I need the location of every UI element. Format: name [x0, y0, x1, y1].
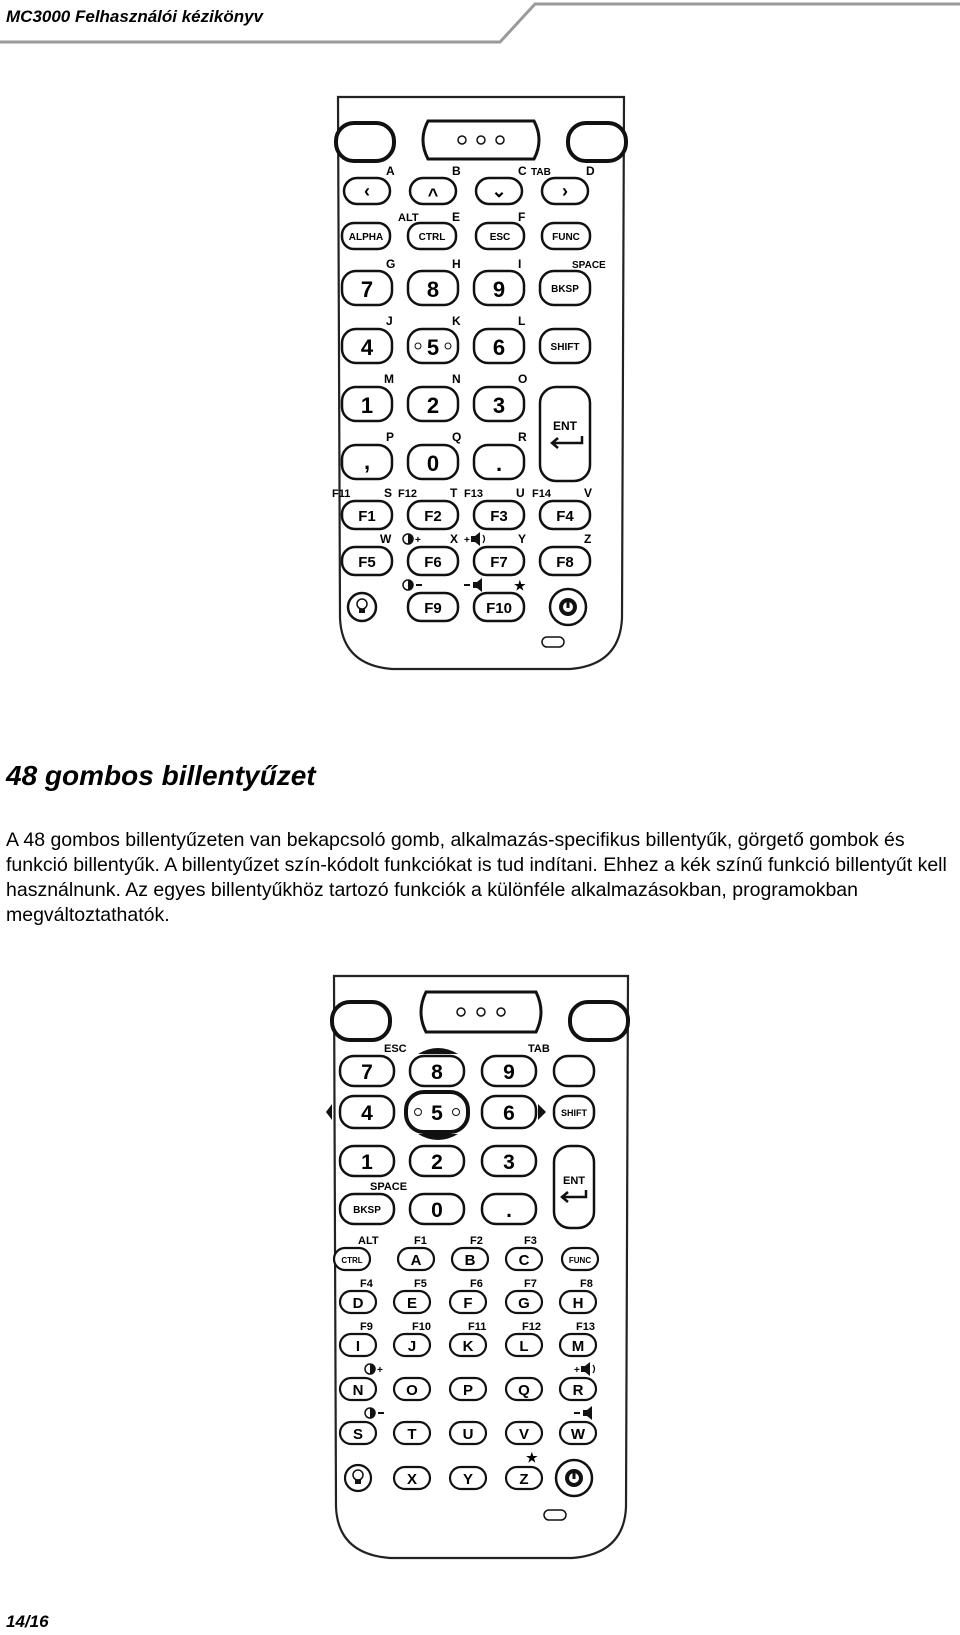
svg-text:^: ^ [427, 185, 439, 205]
page-header [0, 0, 960, 48]
key-period[interactable] [474, 445, 524, 479]
svg-text:Z: Z [519, 1471, 529, 1488]
svg-text:L: L [519, 1338, 529, 1355]
key-ctrl[interactable] [334, 1248, 370, 1270]
svg-text:J: J [407, 1338, 417, 1355]
alt-label-f4: F4 [360, 1278, 373, 1290]
key-down-arrow[interactable] [476, 178, 522, 204]
key-l[interactable] [506, 1334, 542, 1356]
alt-label-f13: F13 [464, 488, 483, 500]
svg-text:6: 6 [503, 1102, 515, 1125]
key-2[interactable] [410, 1146, 464, 1176]
alt-label-s: S [384, 486, 393, 500]
svg-text:C: C [518, 1252, 530, 1269]
alt-label-f3: F3 [524, 1235, 537, 1247]
svg-text:F: F [463, 1295, 473, 1312]
alt-label-p: P [386, 430, 395, 444]
key-5[interactable] [408, 329, 458, 363]
alt-label-u: U [516, 486, 525, 500]
key-a[interactable] [398, 1248, 434, 1270]
key-enter[interactable] [540, 387, 590, 481]
alt-label-c: C [518, 164, 527, 178]
key-g[interactable] [506, 1291, 542, 1313]
key-enter[interactable] [554, 1146, 594, 1228]
scroll-left-indicator [326, 1104, 332, 1120]
svg-text:3: 3 [503, 1151, 515, 1174]
alt-label-k: K [452, 314, 461, 328]
svg-text:F7: F7 [490, 554, 508, 571]
alt-label-f8: F8 [580, 1278, 593, 1290]
svg-text:Q: Q [518, 1382, 530, 1399]
svg-text:+: + [415, 535, 421, 546]
alt-label-star: ★ [526, 1450, 538, 1465]
key-r[interactable] [560, 1378, 596, 1400]
svg-text:‹: ‹ [364, 181, 370, 201]
key-1[interactable] [340, 1146, 394, 1176]
alt-label-tab: TAB [531, 167, 551, 178]
key-7[interactable] [340, 1056, 394, 1086]
alt-label-f5: F5 [414, 1278, 427, 1290]
key-8[interactable] [408, 271, 458, 305]
key-left-arrow[interactable] [344, 178, 390, 204]
key-4[interactable] [340, 1096, 394, 1128]
left-scan-key[interactable] [336, 123, 394, 161]
key-9[interactable] [474, 271, 524, 305]
svg-text:ENT: ENT [563, 1175, 585, 1187]
key-f5[interactable] [342, 547, 392, 575]
svg-text:9: 9 [503, 1061, 515, 1084]
alt-label-b: B [452, 164, 461, 178]
svg-text:P: P [462, 1382, 474, 1399]
svg-text:F9: F9 [424, 600, 442, 617]
key-f3[interactable] [474, 501, 524, 529]
power-icon [559, 598, 577, 616]
key-f9[interactable] [408, 593, 458, 621]
svg-text:8: 8 [431, 1061, 443, 1084]
key-shift[interactable] [554, 1096, 594, 1128]
display-indicator-window [423, 121, 539, 159]
key-shift[interactable] [540, 329, 590, 363]
key-blank[interactable] [554, 1056, 594, 1086]
alt-label-n: N [452, 372, 461, 386]
alt-label-m: M [384, 372, 394, 386]
key-right-arrow[interactable] [542, 178, 588, 204]
svg-text:Y: Y [462, 1471, 474, 1488]
key-m[interactable] [560, 1334, 596, 1356]
alt-label-f: F [518, 210, 526, 224]
alt-label-f6: F6 [470, 1278, 483, 1290]
svg-text:7: 7 [360, 277, 374, 302]
section-heading: 48 gombos billentyűzet [6, 760, 316, 791]
display-indicator-window [421, 992, 541, 1032]
key-period[interactable] [482, 1194, 536, 1224]
power-key[interactable] [556, 1460, 592, 1496]
alt-label-a: A [386, 164, 395, 178]
key-5[interactable] [406, 1092, 468, 1132]
svg-text:›: › [562, 181, 568, 201]
alt-label-esc: ESC [384, 1043, 407, 1055]
page-number: 14/16 [6, 1612, 49, 1631]
alt-label-d: D [586, 164, 595, 178]
svg-text:E: E [406, 1295, 418, 1312]
key-z[interactable] [506, 1467, 542, 1489]
key-k[interactable] [450, 1334, 486, 1356]
key-j[interactable] [394, 1334, 430, 1356]
svg-text:3: 3 [492, 393, 506, 418]
alt-label-y: Y [518, 532, 527, 546]
alt-label-f7: F7 [524, 1278, 537, 1290]
key-d[interactable] [340, 1291, 376, 1313]
alt-label-t: T [450, 486, 458, 500]
svg-text:SHIFT: SHIFT [550, 342, 580, 353]
svg-text:5: 5 [426, 335, 440, 360]
alt-label-q: Q [452, 430, 462, 444]
svg-text:K: K [462, 1338, 474, 1355]
svg-text:CTRL: CTRL [418, 232, 446, 243]
svg-text:R: R [572, 1382, 584, 1399]
svg-text:U: U [462, 1426, 474, 1443]
key-u[interactable] [450, 1422, 486, 1444]
left-scan-key[interactable] [332, 1002, 390, 1040]
key-x[interactable] [394, 1467, 430, 1489]
svg-text:+: + [377, 1365, 383, 1376]
svg-text:1: 1 [360, 393, 374, 418]
keypad-30-key-figure [330, 93, 632, 673]
key-3[interactable] [474, 387, 524, 421]
right-scan-key[interactable] [568, 123, 626, 161]
svg-text:F1: F1 [358, 508, 376, 525]
alt-label-star: ★ [514, 578, 526, 593]
svg-text:M: M [571, 1338, 585, 1355]
alt-label-alt: ALT [398, 212, 419, 224]
alt-label-f12: F12 [522, 1321, 541, 1333]
alt-label-r: R [518, 430, 527, 444]
key-f[interactable] [450, 1291, 486, 1313]
svg-text:+: + [464, 535, 470, 546]
key-o[interactable] [394, 1378, 430, 1400]
key-comma[interactable] [342, 445, 392, 479]
svg-text:X: X [406, 1471, 418, 1488]
key-w[interactable] [560, 1422, 596, 1444]
svg-text:0: 0 [426, 451, 440, 476]
svg-text:BKSP: BKSP [353, 1205, 381, 1216]
svg-text:A: A [410, 1252, 422, 1269]
alt-label-f14: F14 [532, 488, 551, 500]
svg-text:FUNC: FUNC [552, 232, 580, 243]
alt-label-x: X [450, 532, 459, 546]
svg-text:9: 9 [492, 277, 506, 302]
svg-text:4: 4 [360, 335, 374, 360]
key-b[interactable] [452, 1248, 488, 1270]
svg-text:ENT: ENT [553, 419, 577, 433]
key-func[interactable] [542, 223, 590, 249]
svg-text:SHIFT: SHIFT [561, 1108, 587, 1118]
svg-text:0: 0 [431, 1199, 443, 1222]
alt-label-space: SPACE [572, 260, 606, 271]
svg-text:4: 4 [361, 1102, 373, 1125]
key-up-arrow[interactable] [410, 178, 456, 205]
backlight-key[interactable] [345, 1465, 371, 1491]
alt-label-g: G [386, 257, 396, 271]
svg-text:V: V [518, 1426, 530, 1443]
alt-label-f10: F10 [412, 1321, 431, 1333]
header-rule [0, 0, 960, 48]
backlight-key[interactable] [348, 593, 376, 621]
alt-label-f2: F2 [470, 1235, 483, 1247]
alt-label-f11: F11 [332, 488, 351, 500]
key-8[interactable] [410, 1056, 464, 1086]
svg-text:2: 2 [426, 393, 440, 418]
key-bksp[interactable] [540, 271, 590, 305]
key-p[interactable] [450, 1378, 486, 1400]
key-4[interactable] [342, 329, 392, 363]
alt-label-f12: F12 [398, 488, 417, 500]
key-7[interactable] [342, 271, 392, 305]
key-1[interactable] [342, 387, 392, 421]
svg-text:7: 7 [361, 1061, 373, 1084]
key-c[interactable] [506, 1248, 542, 1270]
svg-text:FUNC: FUNC [568, 1256, 592, 1265]
key-f6[interactable] [408, 547, 458, 575]
svg-text:6: 6 [492, 335, 506, 360]
svg-text:F8: F8 [556, 554, 574, 571]
key-9[interactable] [482, 1056, 536, 1086]
key-f7[interactable] [474, 547, 524, 575]
key-2[interactable] [408, 387, 458, 421]
alt-label-l: L [518, 314, 526, 328]
key-t[interactable] [394, 1422, 430, 1444]
key-6[interactable] [482, 1096, 536, 1128]
key-i[interactable] [340, 1334, 376, 1356]
alt-label-e: E [452, 210, 461, 224]
svg-text:F10: F10 [486, 600, 512, 617]
alt-label-h: H [452, 257, 461, 271]
alt-label-f11: F11 [468, 1321, 487, 1333]
svg-text:BKSP: BKSP [551, 284, 579, 295]
key-f2[interactable] [408, 501, 458, 529]
svg-text:F2: F2 [424, 508, 442, 525]
key-6[interactable] [474, 329, 524, 363]
key-0[interactable] [410, 1194, 464, 1224]
svg-text:+: + [574, 1365, 580, 1376]
alt-label-z: Z [584, 532, 592, 546]
svg-text:G: G [518, 1295, 530, 1312]
svg-text:ESC: ESC [489, 232, 511, 243]
svg-text:H: H [572, 1295, 584, 1312]
key-e[interactable] [394, 1291, 430, 1313]
key-esc[interactable] [476, 223, 524, 249]
svg-text:O: O [406, 1382, 418, 1399]
key-f8[interactable] [540, 547, 590, 575]
key-y[interactable] [450, 1467, 486, 1489]
svg-text:.: . [495, 451, 503, 476]
svg-text:⌄: ⌄ [491, 181, 507, 201]
svg-text:5: 5 [431, 1102, 443, 1125]
alt-label-f1: F1 [414, 1235, 427, 1247]
key-3[interactable] [482, 1146, 536, 1176]
svg-text:2: 2 [431, 1151, 443, 1174]
svg-text:F5: F5 [358, 554, 376, 571]
alt-label-i: I [518, 257, 522, 271]
svg-text:F3: F3 [490, 508, 508, 525]
svg-text:B: B [464, 1252, 476, 1269]
key-func[interactable] [562, 1248, 598, 1270]
key-0[interactable] [408, 445, 458, 479]
key-alpha[interactable] [342, 223, 390, 249]
alt-label-alt: ALT [358, 1235, 379, 1247]
alt-label-f13: F13 [576, 1321, 595, 1333]
alt-label-f9: F9 [360, 1321, 373, 1333]
alt-label-space: SPACE [370, 1181, 408, 1193]
key-ctrl[interactable] [408, 223, 456, 249]
keypad-48-key-figure [326, 972, 636, 1562]
svg-text:F6: F6 [424, 554, 442, 571]
svg-text:F4: F4 [556, 508, 574, 525]
key-f1[interactable] [342, 501, 392, 529]
svg-text:,: , [363, 449, 371, 474]
svg-text:T: T [407, 1426, 417, 1443]
key-bksp[interactable] [340, 1194, 394, 1224]
svg-text:S: S [352, 1426, 364, 1443]
key-s[interactable] [340, 1422, 376, 1444]
right-scan-key[interactable] [570, 1002, 628, 1040]
power-icon [565, 1469, 583, 1487]
alt-label-v: V [584, 486, 593, 500]
svg-text:ALPHA: ALPHA [348, 232, 384, 243]
svg-text:.: . [506, 1199, 512, 1222]
svg-text:D: D [352, 1295, 364, 1312]
header-title: MC3000 Felhasználói kézikönyv [6, 7, 263, 26]
key-q[interactable] [506, 1378, 542, 1400]
svg-text:1: 1 [361, 1151, 373, 1174]
svg-text:N: N [352, 1382, 364, 1399]
svg-text:CTRL: CTRL [341, 1256, 363, 1265]
power-key[interactable] [550, 589, 586, 625]
alt-label-w: W [380, 532, 392, 546]
svg-text:W: W [570, 1426, 586, 1443]
key-n[interactable] [340, 1378, 376, 1400]
section-paragraph: A 48 gombos billentyűzeten van bekapcsoló gomb, alkalmazás-specifikus billentyűk, görgető gombok és funkció billentyűk. A billentyűzet szín-kódolt funkciókat is tud indítani. Ehhez a kék színű funkció billentyűt kell használnunk. Az egyes billentyűkhöz tartozó funkciók a különféle alkalmazásokban, programokban megváltoztathatók. [6, 829, 947, 926]
alt-label-j: J [386, 314, 393, 328]
key-f4[interactable] [540, 501, 590, 529]
svg-text:I: I [355, 1338, 361, 1355]
alt-label-tab: TAB [528, 1043, 550, 1055]
svg-text:8: 8 [426, 277, 440, 302]
key-v[interactable] [506, 1422, 542, 1444]
key-h[interactable] [560, 1291, 596, 1313]
key-f10[interactable] [474, 593, 524, 621]
alt-label-o: O [518, 372, 528, 386]
